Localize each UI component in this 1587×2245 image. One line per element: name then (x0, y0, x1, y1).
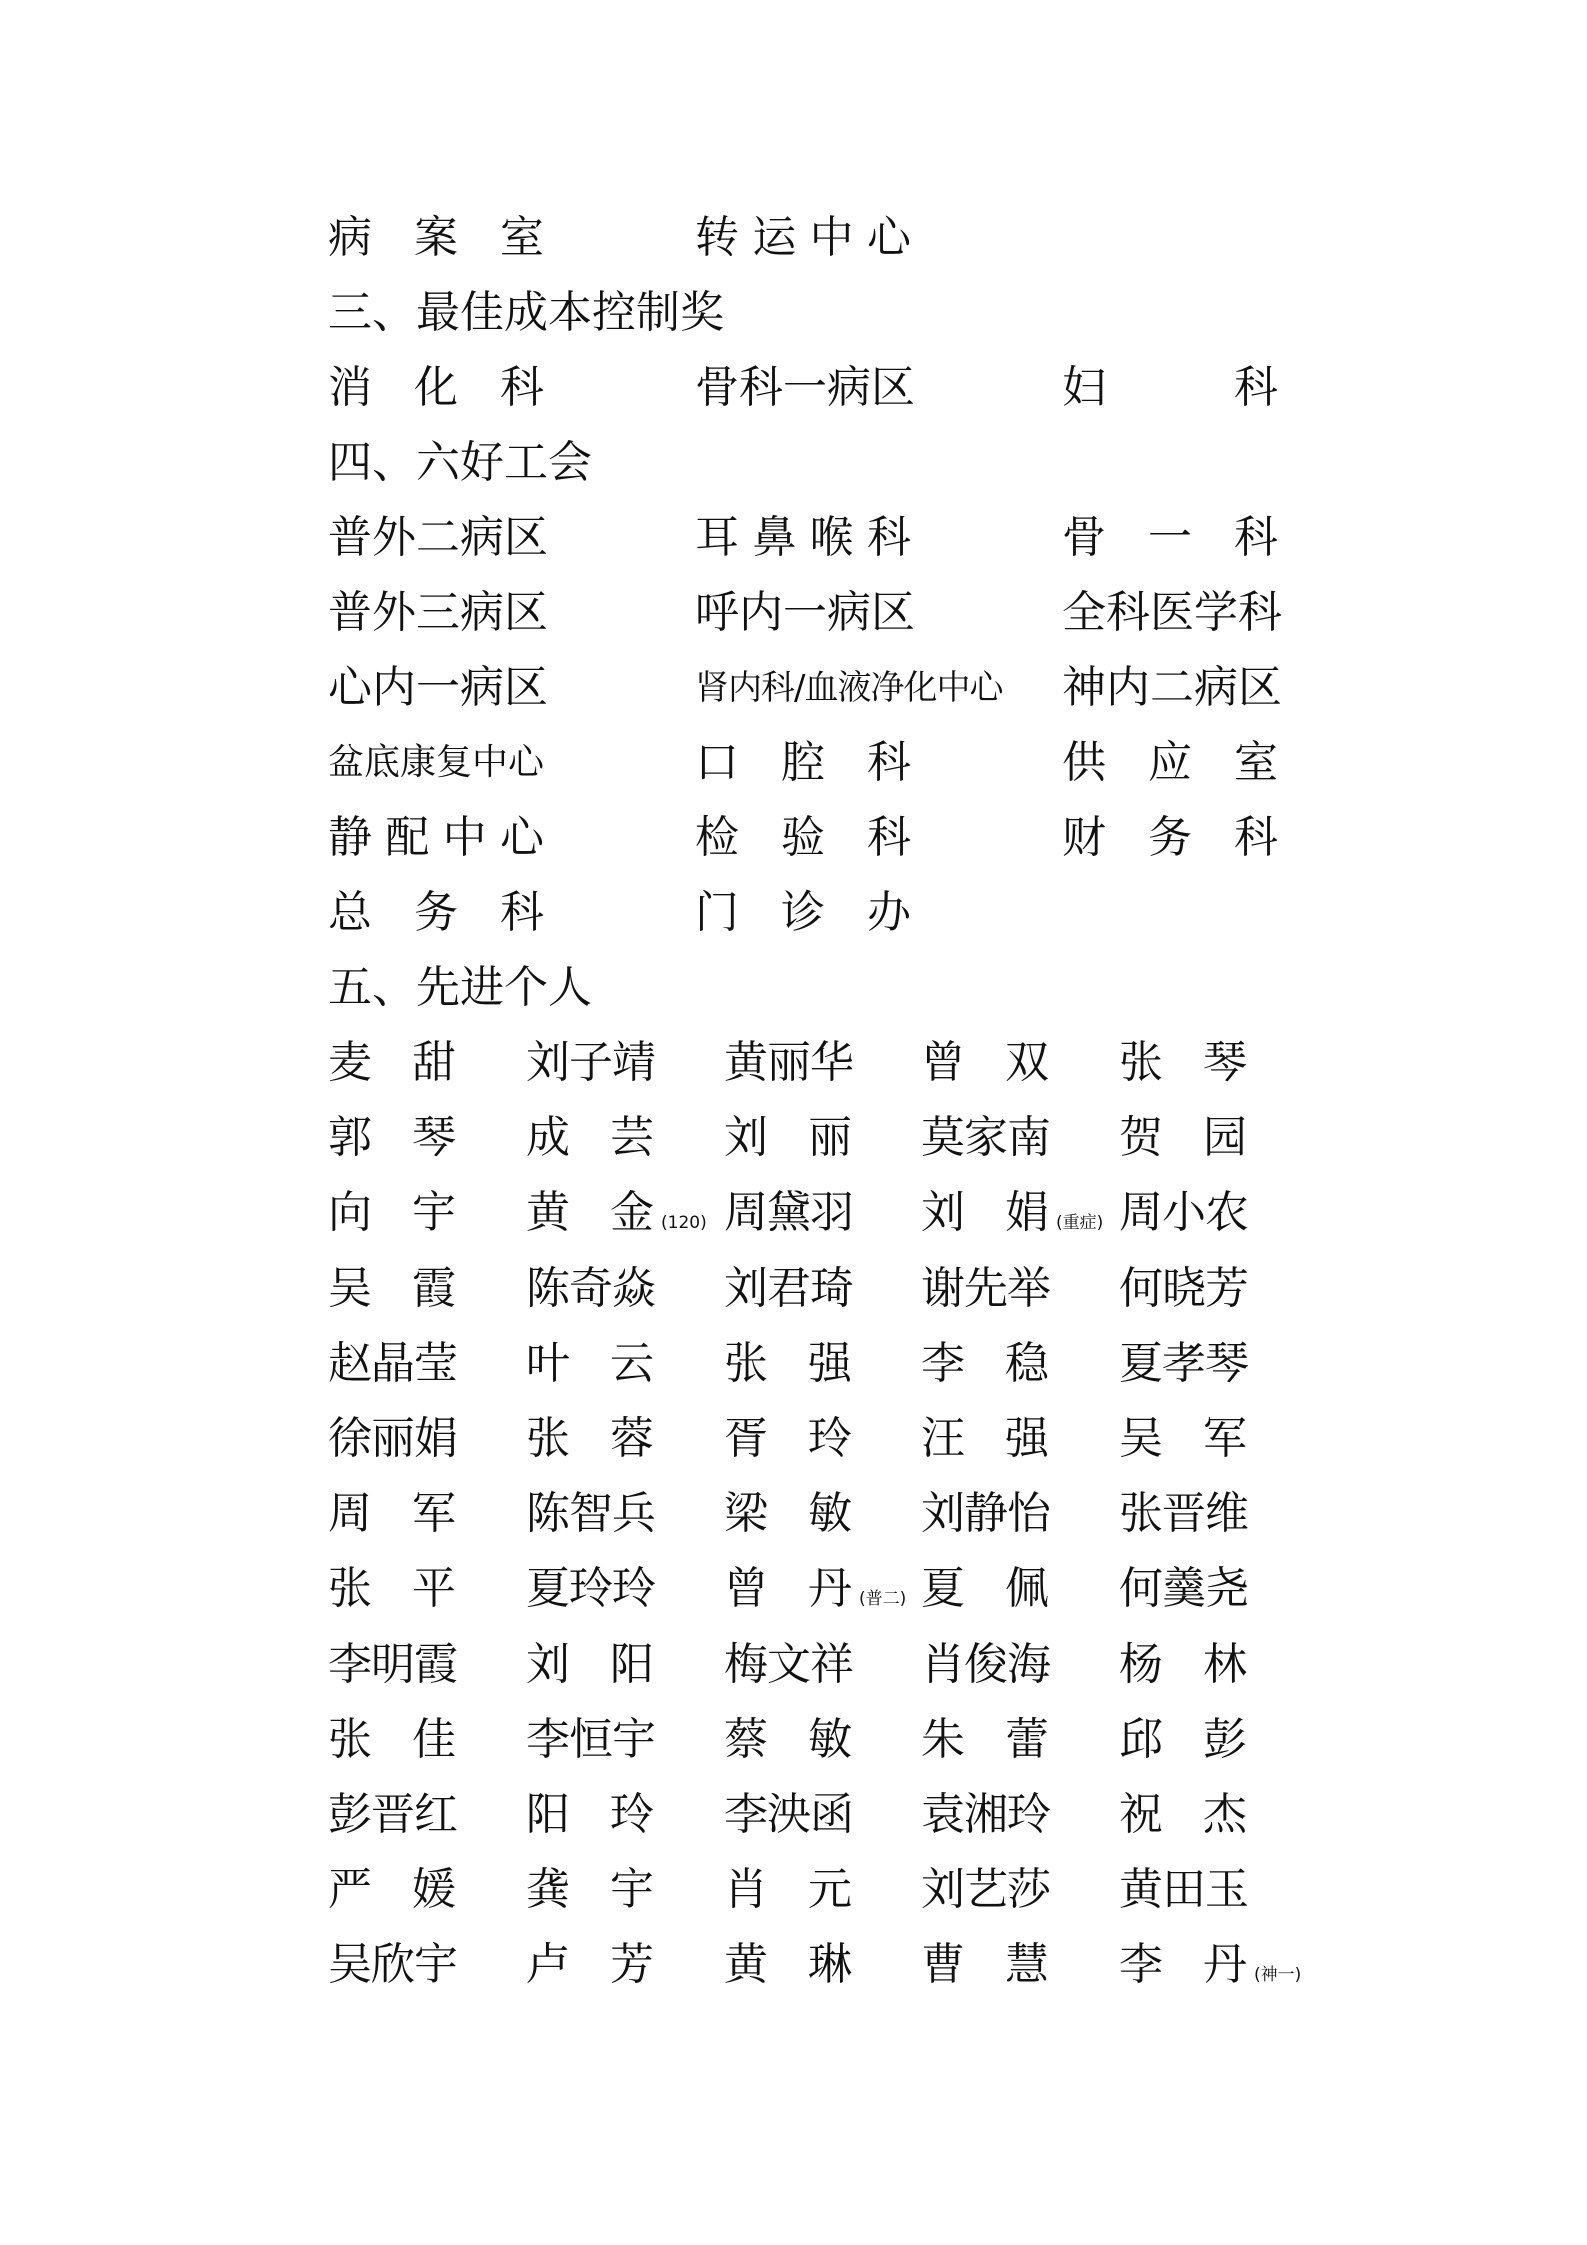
char: 芳 (610, 1939, 654, 1991)
dept-cell (328, 208, 544, 268)
person-name (724, 1334, 852, 1394)
char: 强 (1005, 1413, 1049, 1464)
section-4-row (0, 733, 1587, 793)
char: 丹 (808, 1563, 852, 1615)
person-name: 吴欣宇 (328, 1939, 457, 1991)
section-4-row (0, 808, 1587, 868)
person-name (1119, 1108, 1247, 1168)
person-name: 刘艺莎 (921, 1864, 1050, 1916)
char: 佩 (1005, 1563, 1049, 1615)
dept-cell (328, 883, 544, 943)
char: 甜 (412, 1037, 456, 1088)
person-name: 梅文祥 (724, 1638, 853, 1690)
char: 一 (1148, 512, 1192, 563)
char: 李 (921, 1337, 965, 1389)
dept-cell (1062, 508, 1278, 568)
section-5-row (0, 1334, 1587, 1394)
dept-cell (1062, 808, 1278, 868)
char: 朱 (921, 1713, 965, 1765)
char: 郭 (328, 1112, 372, 1164)
person-name: 李明霞 (328, 1638, 457, 1690)
char: 中 (442, 812, 487, 863)
section-5-row (0, 1484, 1587, 1544)
section-3-heading-row (0, 283, 1587, 343)
char: 转 (695, 212, 739, 263)
char: 玲 (610, 1789, 654, 1840)
char: 区 (871, 362, 915, 413)
person-name (1119, 1935, 1247, 1995)
char: 鼻 (752, 512, 797, 563)
person-name: 袁湘玲 (921, 1789, 1050, 1840)
person-name (1119, 1409, 1247, 1469)
char: 心 (866, 212, 911, 263)
char: 夏 (921, 1563, 965, 1615)
dept-cell (695, 208, 911, 268)
char: 琴 (412, 1112, 456, 1164)
char: 消 (328, 362, 372, 413)
dept-cell (695, 808, 911, 868)
char: 张 (724, 1337, 768, 1389)
person-name (1119, 1033, 1247, 1093)
char: 佳 (412, 1713, 456, 1765)
dept-cell: 普外二病区 (328, 512, 548, 563)
char: 军 (412, 1488, 456, 1540)
char: 骨 (695, 362, 739, 413)
char: 耳 (695, 512, 739, 563)
person-name (328, 1484, 456, 1544)
char: 病 (328, 212, 372, 263)
char: 严 (328, 1864, 372, 1916)
section-5-row (0, 1033, 1587, 1093)
char: 中 (809, 212, 854, 263)
person-name: 刘君琦 (724, 1262, 853, 1314)
char: 病 (827, 362, 871, 413)
person-name (724, 1935, 852, 1995)
section-4-row (0, 508, 1587, 568)
dept-cell: 全科医学科 (1062, 587, 1282, 638)
person-name: 陈智兵 (526, 1488, 655, 1540)
char: 务 (1148, 812, 1192, 863)
person-name: 彭晋红 (328, 1789, 457, 1840)
char: 汪 (921, 1413, 965, 1464)
char: 敏 (808, 1713, 852, 1765)
char: 金 (610, 1187, 654, 1239)
char: 骨 (1062, 512, 1106, 563)
person-name (526, 1334, 654, 1394)
char: 玲 (808, 1413, 852, 1464)
char: 科 (1234, 512, 1278, 563)
row-top (0, 208, 1587, 268)
person-note: (普二) (859, 1589, 907, 1610)
person-name (921, 1409, 1049, 1469)
char: 妇 (1062, 362, 1106, 413)
dept-cell (1062, 733, 1278, 793)
char: 丽 (808, 1112, 852, 1164)
char: 诊 (781, 887, 825, 938)
person-name: 刘静怡 (921, 1488, 1050, 1540)
section-5-row (0, 1785, 1587, 1845)
char: 强 (808, 1337, 852, 1389)
section-4-row (0, 658, 1587, 718)
char: 张 (328, 1563, 372, 1615)
char: 科 (500, 887, 544, 938)
person-name (921, 1183, 1049, 1243)
char: 贺 (1119, 1112, 1163, 1164)
person-name: 赵晶莹 (328, 1337, 457, 1389)
char: 吴 (328, 1262, 372, 1314)
char: 曾 (921, 1037, 965, 1088)
char: 科 (1234, 812, 1278, 863)
section-5-row (0, 1860, 1587, 1920)
person-name (724, 1710, 852, 1770)
person-name (921, 1033, 1049, 1093)
char: 总 (328, 887, 372, 938)
char: 配 (385, 812, 430, 863)
char: 科 (867, 812, 911, 863)
person-name (1119, 1710, 1247, 1770)
char: 娟 (1005, 1187, 1049, 1239)
char: 军 (1203, 1413, 1247, 1464)
person-name: 肖俊海 (921, 1638, 1050, 1690)
char: 验 (781, 812, 825, 863)
section-5-row (0, 1108, 1587, 1168)
person-name (526, 1935, 654, 1995)
char: 梁 (724, 1488, 768, 1540)
section-4-row (0, 583, 1587, 643)
person-name (526, 1860, 654, 1920)
person-name (328, 1259, 456, 1319)
person-name: 李泱函 (724, 1789, 853, 1840)
person-name (328, 1559, 456, 1619)
person-name: 莫家南 (921, 1112, 1050, 1164)
char: 胥 (724, 1413, 768, 1464)
char: 检 (695, 812, 739, 863)
person-note: (重症) (1056, 1213, 1104, 1234)
char: 杰 (1203, 1789, 1247, 1840)
person-name (328, 1033, 456, 1093)
person-name (526, 1183, 654, 1243)
char: 财 (1062, 812, 1106, 863)
dept-cell: 神内二病区 (1062, 662, 1282, 713)
char: 腔 (781, 737, 825, 788)
char: 媛 (412, 1864, 456, 1916)
dept-cell (695, 733, 911, 793)
person-name (526, 1108, 654, 1168)
char: 李 (1119, 1939, 1163, 1991)
char: 办 (867, 887, 911, 938)
person-name (526, 1635, 654, 1695)
char: 案 (414, 212, 458, 263)
section-5-row (0, 1259, 1587, 1319)
section-5-row (0, 1183, 1587, 1243)
person-name (1119, 1785, 1247, 1845)
person-name: 刘子靖 (526, 1037, 655, 1088)
person-name (724, 1108, 852, 1168)
char: 平 (412, 1563, 456, 1615)
char: 科 (500, 362, 544, 413)
section-5-row (0, 1635, 1587, 1695)
char: 麦 (328, 1037, 372, 1088)
char: 蕾 (1005, 1713, 1049, 1765)
char: 供 (1062, 737, 1106, 788)
section-3-heading: 三、最佳成本控制奖 (328, 287, 724, 338)
person-name: 张晋维 (1119, 1488, 1248, 1540)
char: 一 (783, 362, 827, 413)
char: 务 (414, 887, 458, 938)
char: 室 (1234, 737, 1278, 788)
person-name: 李恒宇 (526, 1713, 655, 1765)
person-name (526, 1409, 654, 1469)
dept-cell (695, 883, 911, 943)
char: 张 (526, 1413, 570, 1464)
char: 宇 (412, 1187, 456, 1239)
person-name (921, 1559, 1049, 1619)
char: 科 (866, 512, 911, 563)
dept-cell: 呼内一病区 (695, 587, 915, 638)
person-name: 何晓芳 (1119, 1262, 1248, 1314)
section-5-row (0, 1935, 1587, 1995)
char: 龚 (526, 1864, 570, 1916)
char: 敏 (808, 1488, 852, 1540)
char: 心 (499, 812, 544, 863)
person-name (921, 1334, 1049, 1394)
person-name: 周小农 (1119, 1187, 1248, 1239)
person-name (724, 1559, 852, 1619)
section-4-heading: 四、六好工会 (328, 437, 592, 488)
person-name: 陈奇焱 (526, 1262, 655, 1314)
char: 元 (808, 1864, 852, 1916)
char: 曹 (921, 1939, 965, 1991)
person-name (328, 1710, 456, 1770)
char: 祝 (1119, 1789, 1163, 1840)
dept-cell (328, 808, 544, 868)
person-name: 黄丽华 (724, 1037, 853, 1088)
person-name (724, 1860, 852, 1920)
char: 杨 (1119, 1638, 1163, 1690)
section-5-row (0, 1409, 1587, 1469)
person-name (328, 1860, 456, 1920)
char: 邱 (1119, 1713, 1163, 1765)
section-5-row (0, 1710, 1587, 1770)
char: 向 (328, 1187, 372, 1239)
char: 琳 (808, 1939, 852, 1991)
char: 静 (328, 812, 372, 863)
dept-cell (695, 358, 915, 418)
char: 宇 (610, 1864, 654, 1916)
person-name: 夏玲玲 (526, 1563, 655, 1615)
person-name: 周黛羽 (724, 1187, 853, 1239)
section-5-heading-row (0, 958, 1587, 1018)
char: 园 (1203, 1112, 1247, 1164)
dept-cell: 盆底康复中心 (328, 742, 545, 783)
person-name (724, 1409, 852, 1469)
char: 应 (1148, 737, 1192, 788)
char: 彭 (1203, 1713, 1247, 1765)
person-name (921, 1935, 1049, 1995)
char: 黄 (724, 1939, 768, 1991)
dept-cell (1062, 358, 1278, 418)
char: 林 (1203, 1638, 1247, 1690)
section-5-row (0, 1559, 1587, 1619)
person-name: 黄田玉 (1119, 1864, 1248, 1916)
char: 化 (414, 362, 458, 413)
section-4-heading-row (0, 433, 1587, 493)
char: 科 (739, 362, 783, 413)
char: 口 (695, 737, 739, 788)
char: 叶 (526, 1337, 570, 1389)
section-3-row (0, 358, 1587, 418)
dept-cell: 心内一病区 (328, 662, 548, 713)
char: 丹 (1203, 1939, 1247, 1991)
char: 周 (328, 1488, 372, 1540)
char: 琴 (1203, 1037, 1247, 1088)
person-name (724, 1484, 852, 1544)
char: 刘 (724, 1112, 768, 1164)
char: 科 (867, 737, 911, 788)
dept-cell: 普外三病区 (328, 587, 548, 638)
char: 科 (1234, 362, 1278, 413)
char: 阳 (610, 1638, 654, 1690)
char: 黄 (526, 1187, 570, 1239)
dept-cell (695, 508, 911, 568)
person-name (1119, 1635, 1247, 1695)
char: 刘 (921, 1187, 965, 1239)
char: 稳 (1005, 1337, 1049, 1389)
person-name (526, 1785, 654, 1845)
char: 阳 (526, 1789, 570, 1840)
char: 喉 (809, 512, 854, 563)
char: 肖 (724, 1864, 768, 1916)
char: 刘 (526, 1638, 570, 1690)
dept-cell (328, 358, 544, 418)
char: 卢 (526, 1939, 570, 1991)
char: 门 (695, 887, 739, 938)
person-note: (120) (661, 1213, 707, 1234)
char: 曾 (724, 1563, 768, 1615)
person-name (328, 1183, 456, 1243)
char: 双 (1005, 1037, 1049, 1088)
dept-cell: 肾内科/血液净化中心 (695, 668, 1003, 708)
char: 吴 (1119, 1413, 1163, 1464)
char: 蔡 (724, 1713, 768, 1765)
char: 张 (328, 1713, 372, 1765)
char: 慧 (1005, 1939, 1049, 1991)
char: 芸 (610, 1112, 654, 1164)
char: 蓉 (610, 1413, 654, 1464)
person-name: 夏孝琴 (1119, 1337, 1248, 1389)
char: 运 (752, 212, 797, 263)
person-name: 何羹尧 (1119, 1563, 1248, 1615)
char: 成 (526, 1112, 570, 1164)
section-4-row (0, 883, 1587, 943)
person-name: 谢先举 (921, 1262, 1050, 1314)
char: 室 (500, 212, 544, 263)
char: 霞 (412, 1262, 456, 1314)
person-name: 徐丽娟 (328, 1413, 457, 1464)
section-5-heading: 五、先进个人 (328, 962, 592, 1013)
char: 张 (1119, 1037, 1163, 1088)
person-name (921, 1710, 1049, 1770)
person-note: (神一) (1254, 1965, 1302, 1986)
person-name (328, 1108, 456, 1168)
char: 云 (610, 1337, 654, 1389)
